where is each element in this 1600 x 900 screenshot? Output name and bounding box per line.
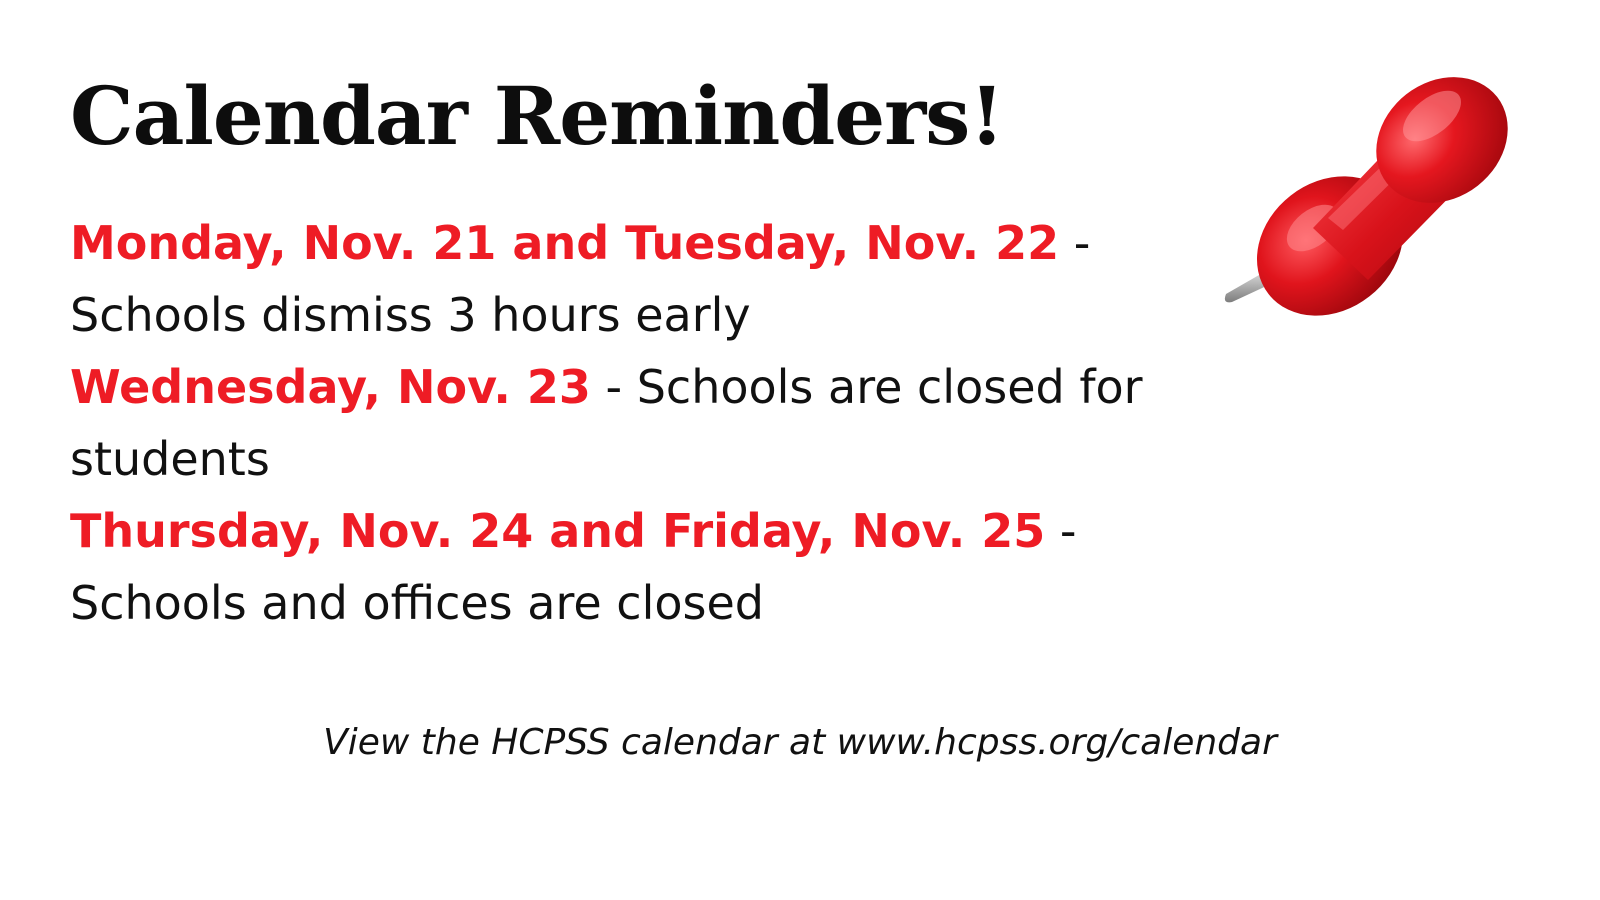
reminder-description: Schools dismiss 3 hours early (70, 288, 751, 342)
reminder-separator: - (1045, 504, 1077, 558)
reminder-dates: Wednesday, Nov. 23 (70, 360, 591, 414)
calendar-link-note: View the HCPSS calendar at www.hcpss.org/calendar (323, 722, 1277, 763)
reminder-item (70, 495, 1220, 639)
reminder-list (70, 207, 1220, 639)
reminder-description: Schools and offices are closed (70, 576, 764, 630)
reminder-separator: - (1059, 216, 1091, 270)
reminder-item (70, 207, 1220, 351)
reminder-dates: Thursday, Nov. 24 and Friday, Nov. 25 (70, 504, 1046, 558)
push-pin-icon (1218, 58, 1528, 318)
reminder-separator: - (590, 360, 637, 414)
reminder-dates: Monday, Nov. 21 and Tuesday, Nov. 22 (70, 216, 1060, 270)
reminder-item (70, 351, 1220, 495)
reminder-description: Schools are closed for students (70, 360, 1143, 486)
page-title: Calendar Reminders! (70, 69, 1004, 163)
